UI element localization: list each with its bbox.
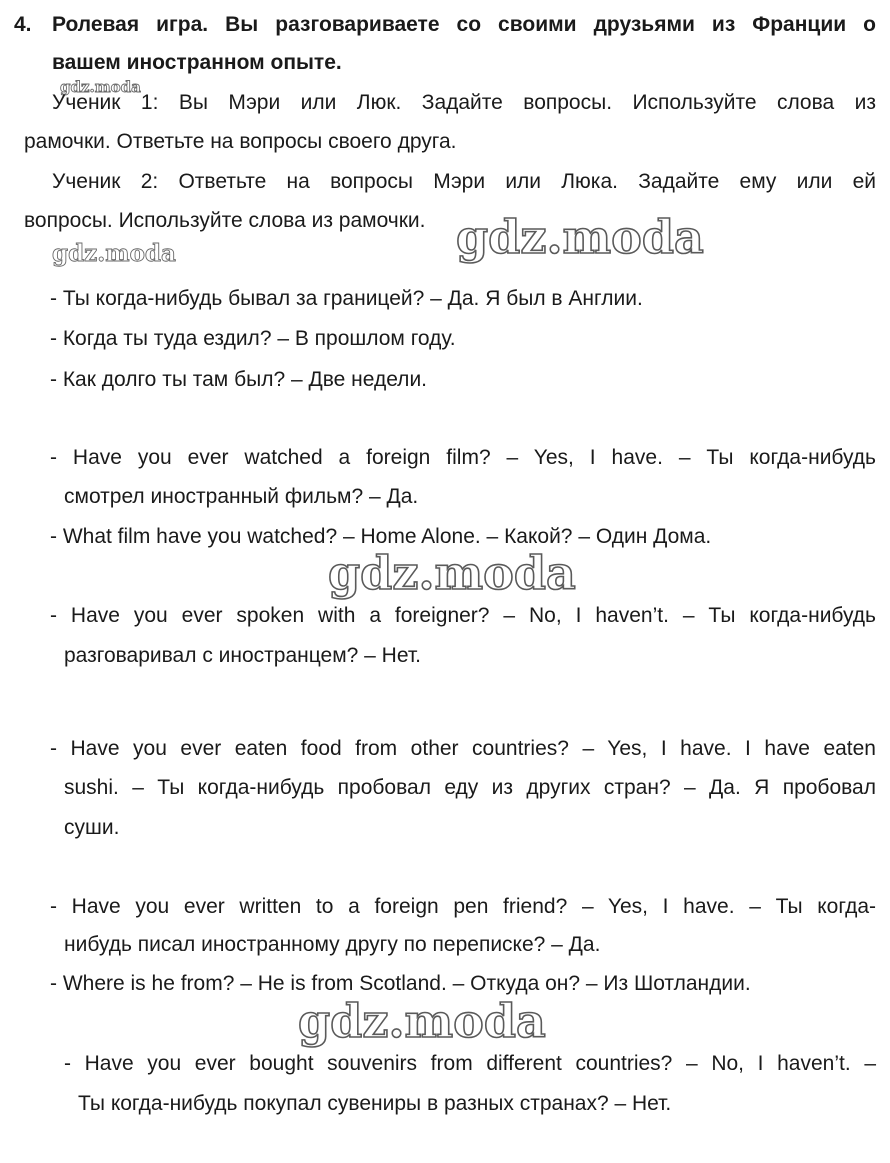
watermark-big-1: gdz.moda <box>456 210 704 264</box>
task-number: 4. <box>14 13 32 36</box>
dialogue-line-1: - Ты когда-нибудь бывал за границей? – Да. Я был в Англии. <box>50 287 643 310</box>
watermark-small-top: gdz.moda <box>60 78 141 96</box>
dialogue-line-4b: смотрел иностранный фильм? – Да. <box>64 485 419 508</box>
watermark-big-3: gdz.moda <box>298 994 546 1048</box>
student2-instruction-line2: вопросы. Используйте слова из рамочки. <box>24 209 426 232</box>
dialogue-line-8a: - Have you ever written to a foreign pen friend? – Yes, I have. – Ты когда- <box>50 895 876 918</box>
dialogue-line-3: - Как долго ты там был? – Две недели. <box>50 368 428 391</box>
dialogue-line-9: - Where is he from? – He is from Scotland. – Откуда он? – Из Шотландии. <box>50 972 751 995</box>
dialogue-line-4a: - Have you ever watched a foreign film? – Yes, I have. – Ты когда-нибудь <box>50 446 876 469</box>
dialogue-line-8b: нибудь писал иностранному другу по переписке? – Да. <box>64 933 601 956</box>
watermark-big-2: gdz.moda <box>328 546 576 600</box>
student2-instruction-line1: Ученик 2: Ответьте на вопросы Мэри или Люка. Задайте ему или ей <box>52 170 876 193</box>
student1-instruction-line1: Ученик 1: Вы Мэри или Люк. Задайте вопросы. Используйте слова из <box>52 91 876 114</box>
task-title-line1: Ролевая игра. Вы разговариваете со своими друзьями из Франции о <box>52 13 876 36</box>
dialogue-line-7a: - Have you ever eaten food from other countries? – Yes, I have. I have eaten <box>50 737 876 760</box>
dialogue-line-5: - What film have you watched? – Home Alone. – Какой? – Один Дома. <box>50 525 712 548</box>
dialogue-line-10a: - Have you ever bought souvenirs from different countries? – No, I haven’t. – <box>64 1052 876 1075</box>
dialogue-line-7c: суши. <box>64 816 120 839</box>
student1-instruction-line2: рамочки. Ответьте на вопросы своего друга. <box>24 130 457 153</box>
dialogue-line-6a: - Have you ever spoken with a foreigner? – No, I haven’t. – Ты когда-нибудь <box>50 604 876 627</box>
dialogue-line-7b: sushi. – Ты когда-нибудь пробовал еду из других стран? – Да. Я пробовал <box>64 776 876 799</box>
dialogue-line-2: - Когда ты туда ездил? – В прошлом году. <box>50 327 456 350</box>
dialogue-line-6b: разговаривал с иностранцем? – Нет. <box>64 644 421 667</box>
task-title-line2: вашем иностранном опыте. <box>52 51 342 74</box>
watermark-small-left: gdz.moda <box>52 240 176 267</box>
dialogue-line-10b: Ты когда-нибудь покупал сувениры в разных странах? – Нет. <box>78 1092 672 1115</box>
